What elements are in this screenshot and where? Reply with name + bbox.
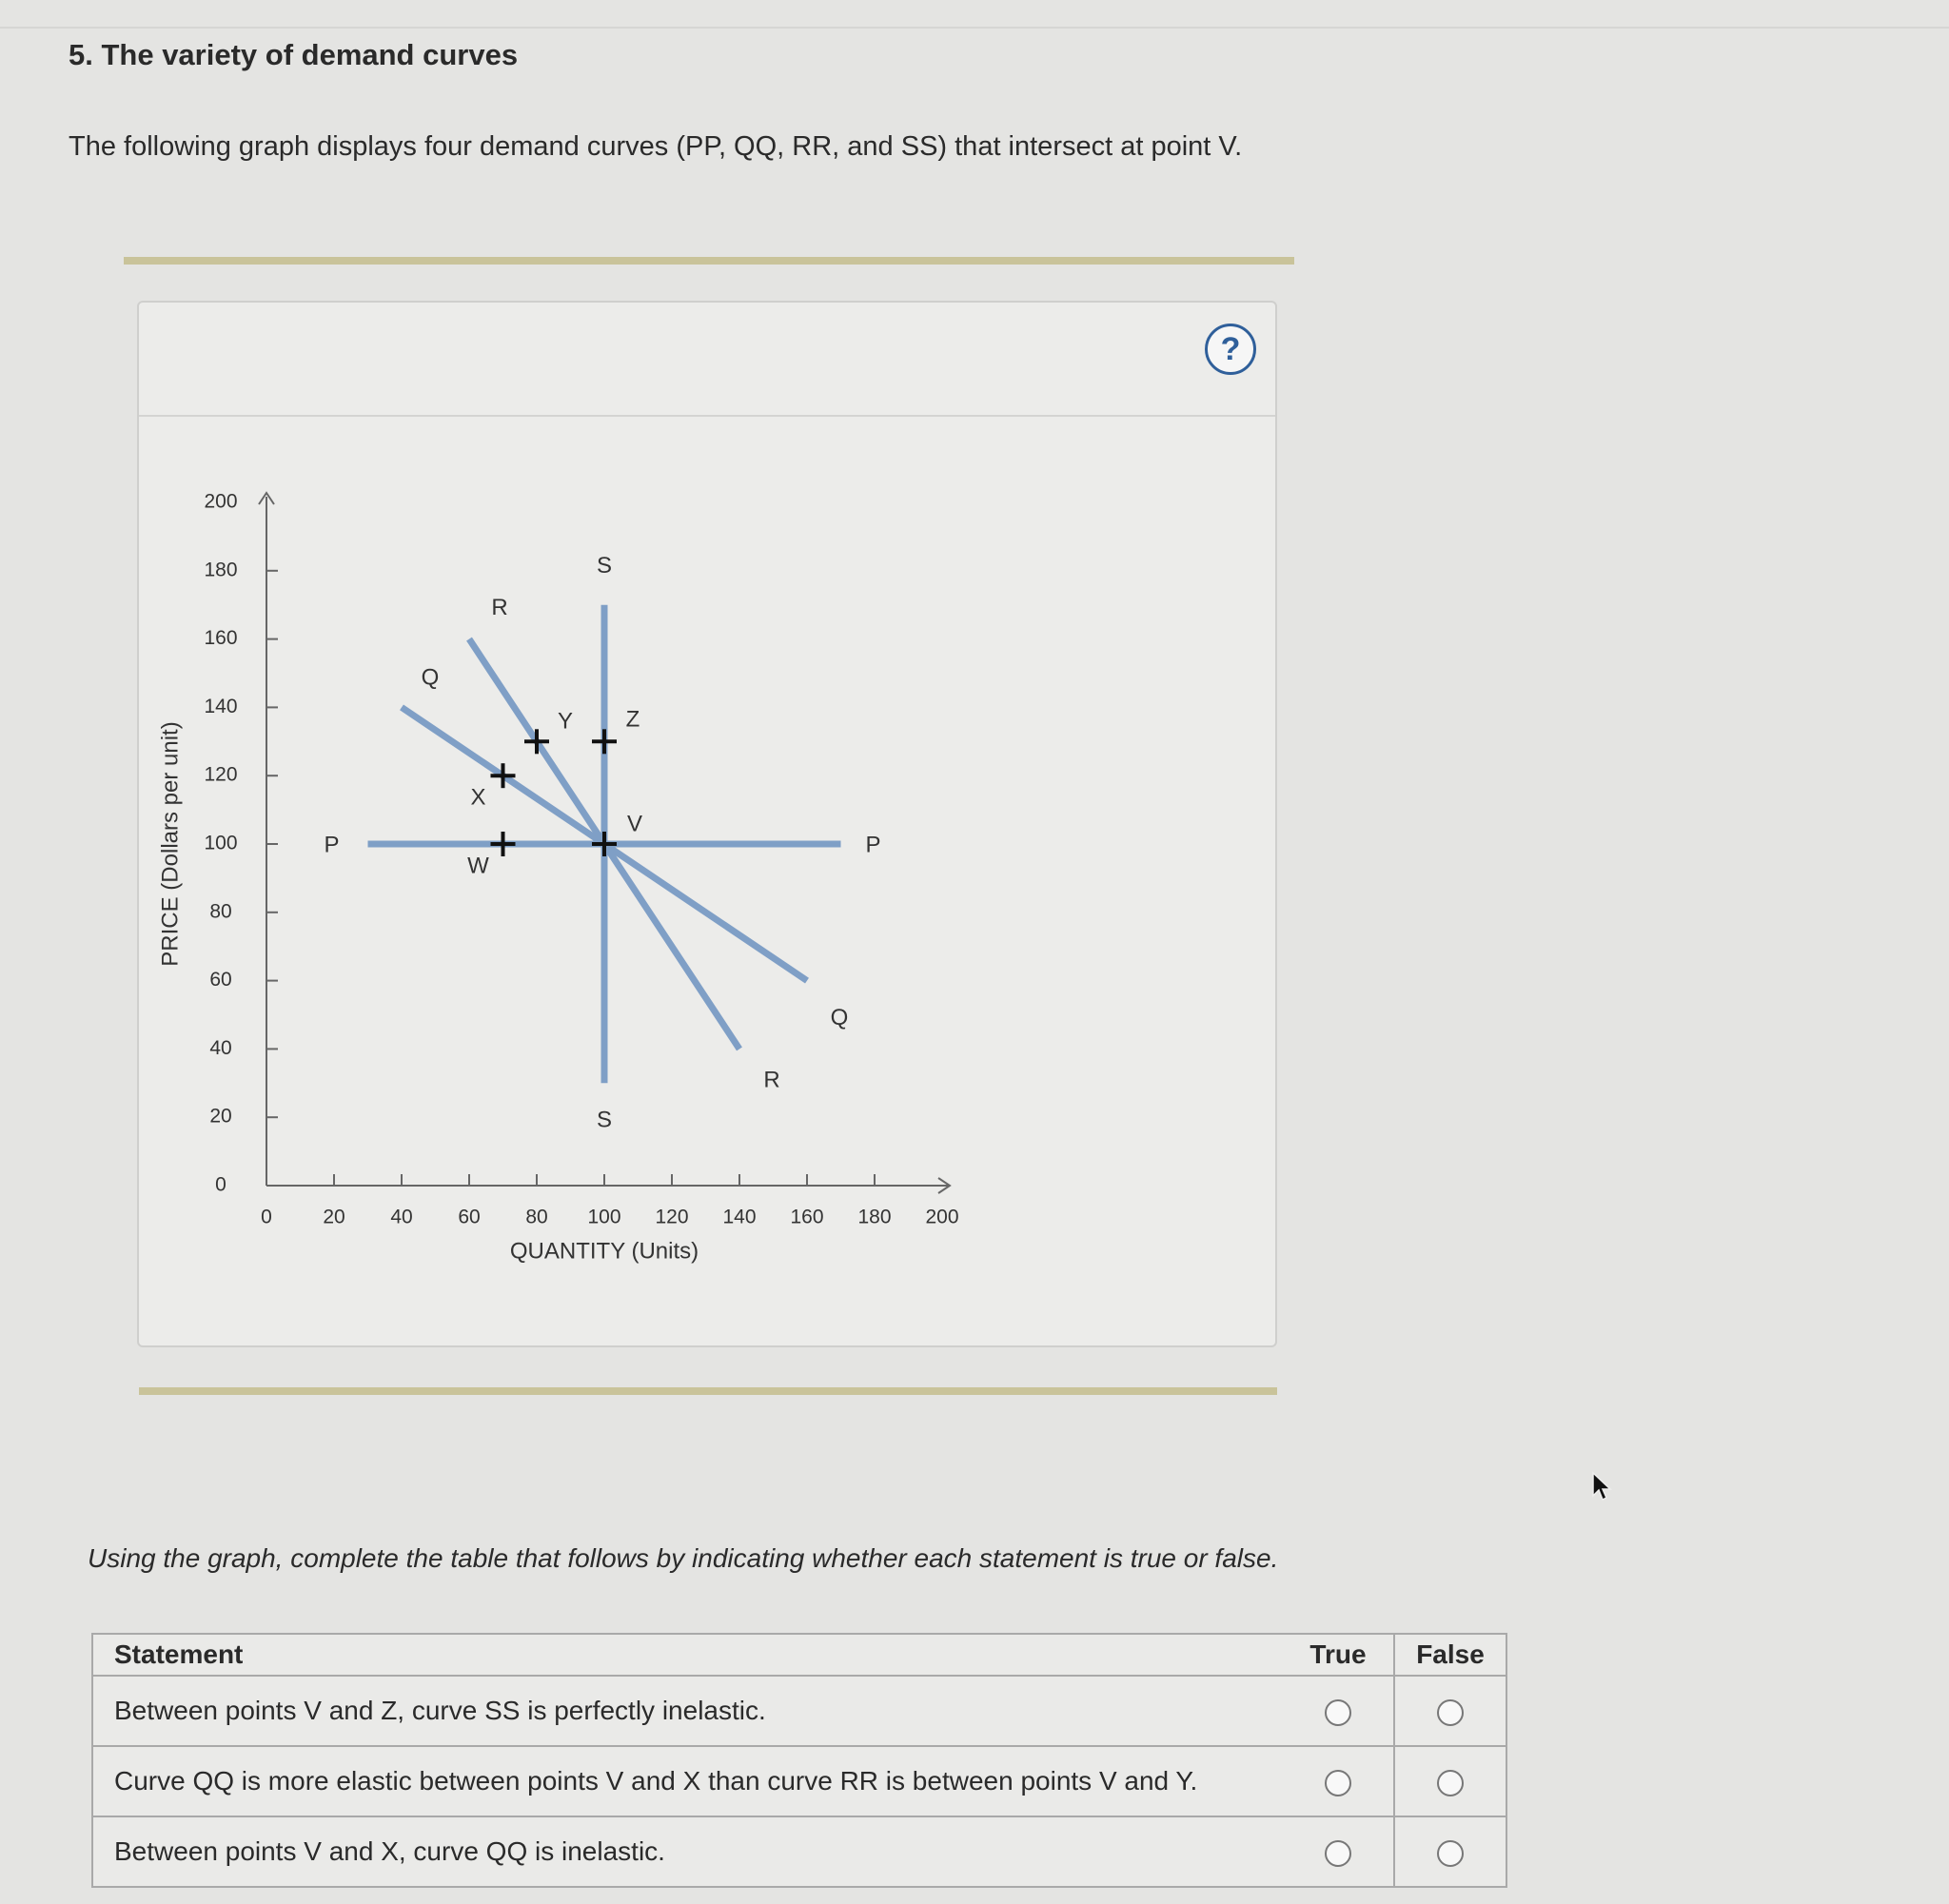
y-tick-label: 60 (209, 969, 232, 991)
x-tick-label: 60 (458, 1206, 481, 1228)
curve-label-start: S (596, 553, 613, 579)
table-header-row (92, 1634, 1506, 1676)
y-tick-label: 120 (204, 763, 238, 786)
curve-label-end: P (865, 832, 881, 858)
true-radio[interactable] (1325, 1699, 1351, 1726)
demand-chart[interactable] (139, 303, 1279, 1349)
table-row (92, 1676, 1506, 1746)
x-tick-label: 100 (587, 1206, 621, 1228)
graph-bottom-rule (139, 1387, 1277, 1395)
x-tick-label: 0 (261, 1206, 272, 1228)
y-tick-label: 140 (204, 695, 238, 717)
true-cell (1283, 1676, 1394, 1746)
point-label-w: W (467, 853, 489, 879)
point-label-z: Z (625, 706, 640, 733)
false-radio[interactable] (1437, 1770, 1464, 1796)
table-row (92, 1816, 1506, 1887)
true-cell (1283, 1816, 1394, 1887)
true-radio[interactable] (1325, 1770, 1351, 1796)
y-tick-label: 40 (209, 1036, 232, 1059)
intro-text: The following graph displays four demand curves (PP, QQ, RR, and SS) that intersect at point V. (69, 131, 1243, 162)
point-label-v: V (626, 811, 643, 837)
false-cell (1394, 1746, 1506, 1816)
false-cell (1394, 1816, 1506, 1887)
graph-panel[interactable] (137, 301, 1277, 1347)
question-title: 5. The variety of demand curves (69, 38, 519, 71)
x-tick-label: 160 (790, 1206, 824, 1228)
curve-label-start: R (491, 594, 508, 620)
x-tick-label: 120 (655, 1206, 689, 1228)
x-tick-label: 20 (323, 1206, 345, 1228)
y-tick-label: 160 (204, 627, 238, 650)
instruction-text: Using the graph, complete the table that follows by indicating whether each statement is true or false. (88, 1543, 1279, 1573)
y-tick-label: 100 (204, 832, 238, 854)
curve-label-start: Q (421, 664, 440, 691)
y-tick-label: 180 (204, 559, 238, 581)
curve-label-end: R (763, 1067, 780, 1093)
table-row (92, 1746, 1506, 1816)
help-icon[interactable]: ? (1205, 324, 1256, 375)
y-tick-label: 200 (204, 490, 238, 513)
false-radio[interactable] (1437, 1840, 1464, 1867)
x-tick-label: 40 (390, 1206, 413, 1228)
statement-text: Between points V and Z, curve SS is perfectly inelastic. (92, 1676, 1283, 1746)
statement-text: Curve QQ is more elastic between points V and X than curve RR is between points V and Y. (92, 1746, 1283, 1816)
x-tick-label: 140 (722, 1206, 757, 1228)
y-tick-label: 80 (209, 900, 232, 923)
point-label-x: X (470, 784, 486, 811)
x-tick-label: 80 (525, 1206, 548, 1228)
false-cell (1394, 1676, 1506, 1746)
curve-label-end: Q (830, 1004, 849, 1031)
y-tick-label: 20 (209, 1105, 232, 1128)
graph-top-rule (124, 257, 1294, 265)
curve-label-start: P (324, 832, 340, 858)
statement-text: Between points V and X, curve QQ is inelastic. (92, 1816, 1283, 1887)
statement-header: Statement (92, 1634, 1283, 1676)
y-axis-label: PRICE (Dollars per unit) (157, 721, 184, 967)
statement-table (91, 1633, 1507, 1888)
true-header: True (1283, 1634, 1394, 1676)
mouse-cursor-icon (1591, 1471, 1614, 1503)
y-tick-label: 0 (215, 1173, 226, 1196)
true-cell (1283, 1746, 1394, 1816)
x-tick-label: 180 (857, 1206, 892, 1228)
page-top-edge (0, 27, 1949, 29)
true-radio[interactable] (1325, 1840, 1351, 1867)
false-header: False (1394, 1634, 1506, 1676)
x-axis-label: QUANTITY (Units) (509, 1238, 699, 1265)
false-radio[interactable] (1437, 1699, 1464, 1726)
point-label-y: Y (557, 708, 574, 735)
x-tick-label: 200 (925, 1206, 959, 1228)
curve-label-end: S (596, 1107, 613, 1133)
